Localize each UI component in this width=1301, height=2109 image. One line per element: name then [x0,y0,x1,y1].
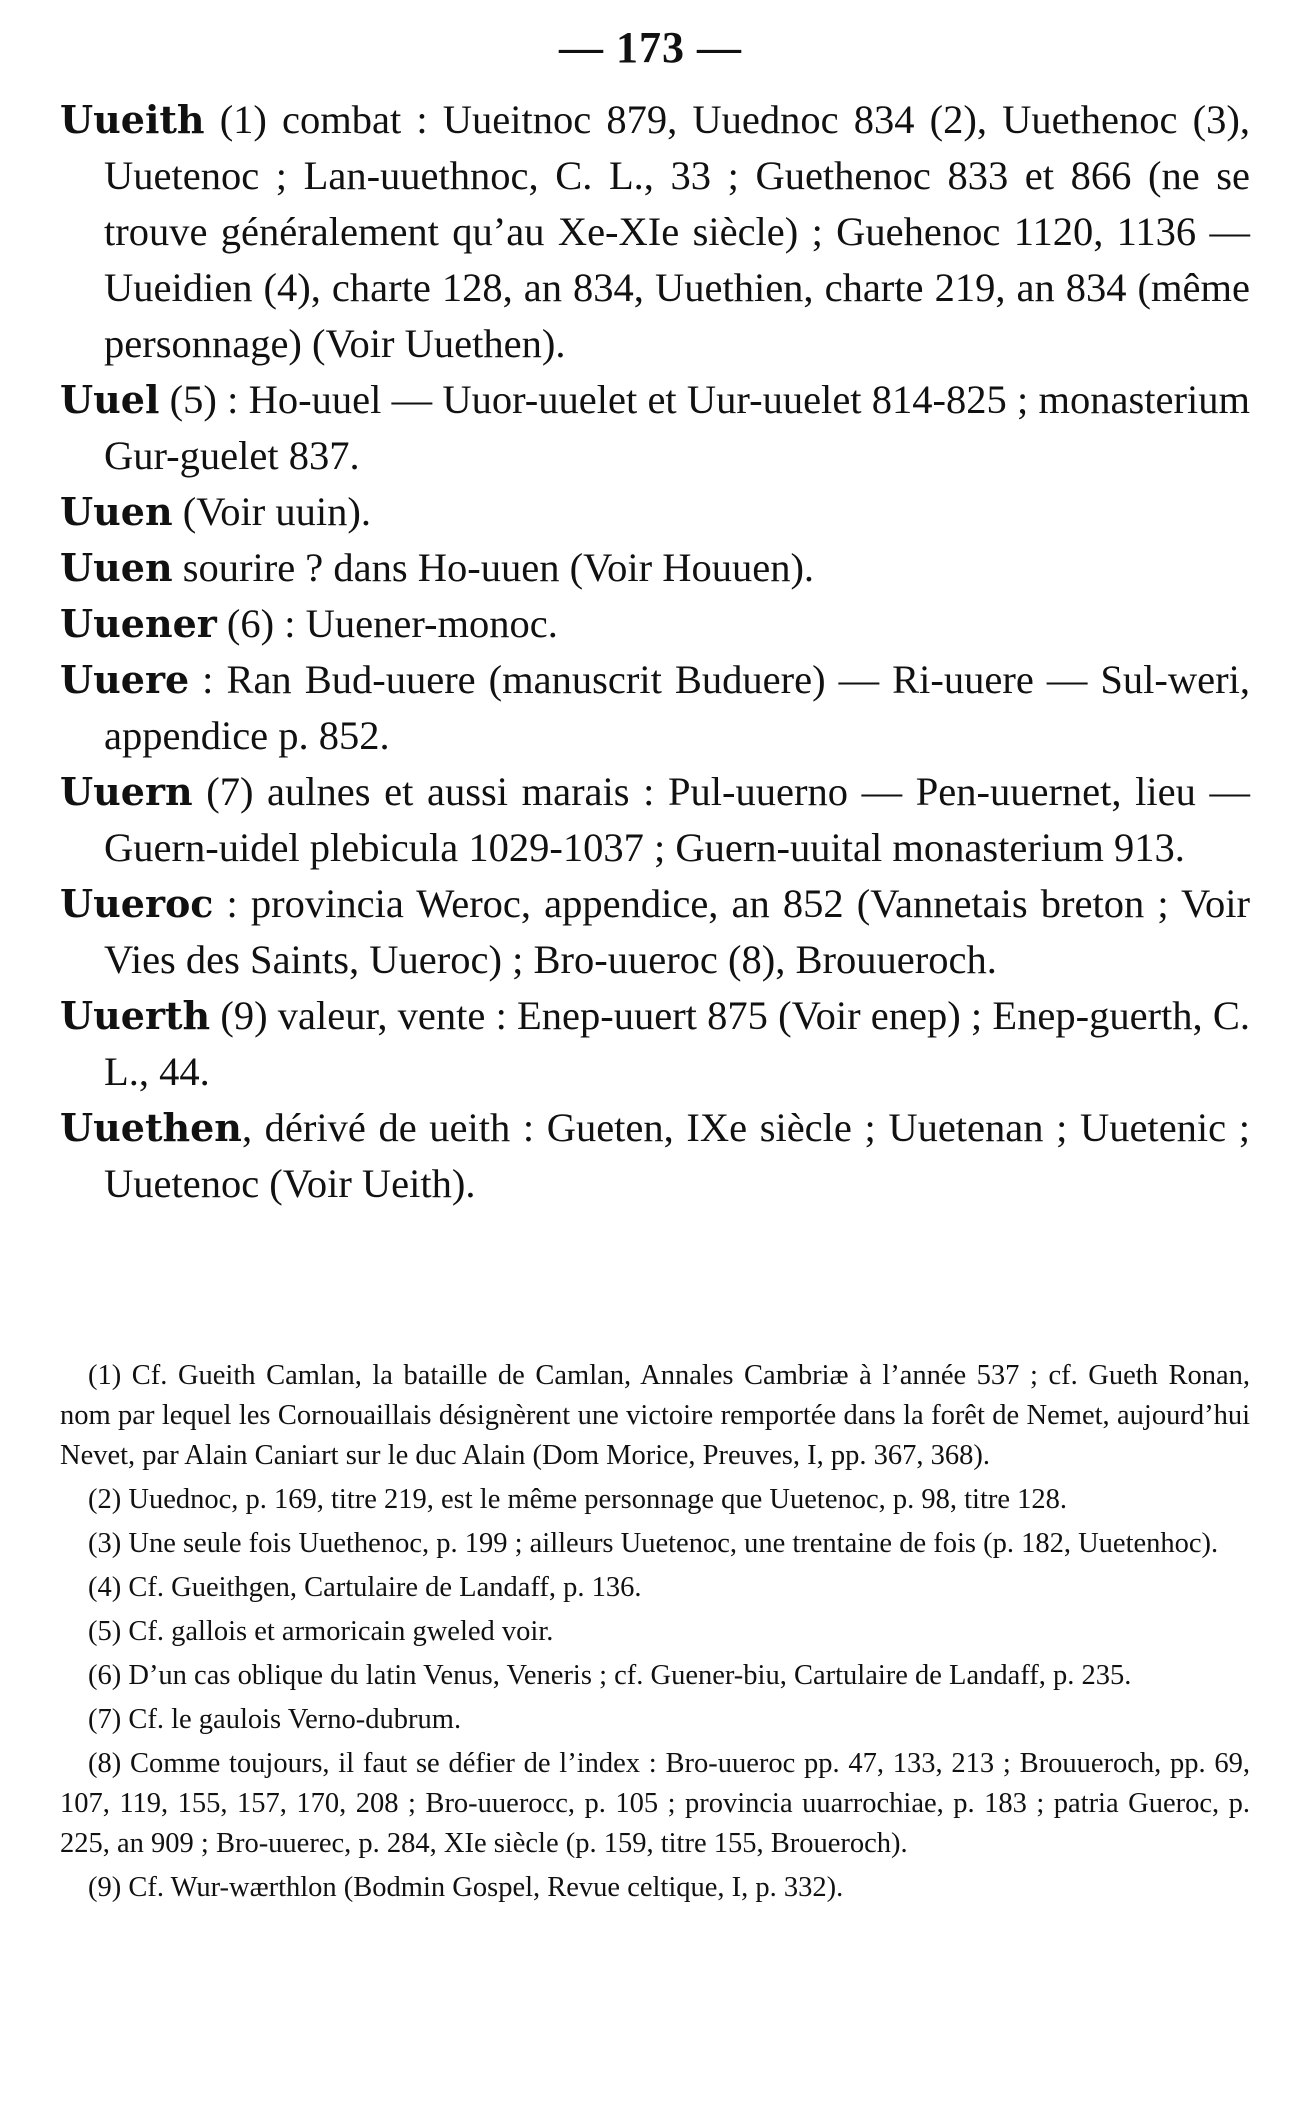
entry-uuethen [60,1100,1250,1212]
entry-uuener [60,596,1250,652]
headword: Uueroc [60,881,214,926]
entry-text: : provincia Weroc, appendice, an 852 (Vannetais breton ; Voir Vies des Saints, Uueroc) ; Bro-uueroc (8), Brouueroch. [104,881,1250,982]
footnotes [60,1356,1250,1908]
entry-uuerth [60,988,1250,1100]
entry-uuern [60,764,1250,876]
headword: Uuel [60,377,160,422]
headword: Uuere [60,657,190,702]
entry-uuere [60,652,1250,764]
entry-uuel [60,372,1250,484]
footnote: (1) Cf. Gueith Camlan, la bataille de Camlan, Annales Cambriæ à l’année 537 ; cf. Gueth Ronan, nom par lequel les Cornouaillais désignèrent une victoire remportée dans la forêt de Nemet, aujourd’hui Nevet, par Alain Caniart sur le duc Alain (Dom Morice, Preuves, I, pp. 367, 368). [60,1360,1250,1471]
entry-text: (5) : Ho-uuel — Uuor-uuelet et Uur-uuelet 814-825 ; monasterium Gur-guelet 837. [104,377,1250,478]
entry-uueroc [60,876,1250,988]
footnote: (6) D’un cas oblique du latin Venus, Veneris ; cf. Guener-biu, Cartulaire de Landaff, p. 235. [88,1660,1132,1691]
entry-text: (6) : Uuener-monoc. [216,601,558,646]
entry-uuen-2 [60,540,1250,596]
headword: Uuen [60,545,173,590]
entry-text: (9) valeur, vente : Enep-uuert 875 (Voir enep) ; Enep-guerth, C. L., 44. [104,993,1250,1094]
entry-text: (1) combat : Uueitnoc 879, Uuednoc 834 (2), Uuethenoc (3), Uuetenoc ; Lan-uuethnoc, C. L., 33 ; Guethenoc 833 et 866 (ne se trouve généralement qu’au Xe-XIe siècle) ; Guehenoc 1120, 1136 — Uueidien (4), charte 128, an 834, Uuethien, charte 219, an 834 (même personnage) (Voir Uuethen). [104,97,1250,366]
footnote: (5) Cf. gallois et armoricain gweled voir. [88,1616,554,1647]
footnote: (3) Une seule fois Uuethenoc, p. 199 ; ailleurs Uuetenoc, une trentaine de fois (p. 182, Uuetenhoc). [88,1528,1219,1559]
entry-uueith [60,92,1250,372]
footnote: (7) Cf. le gaulois Verno-dubrum. [88,1704,462,1735]
headword: Uuener [60,601,217,646]
entry-text: (Voir uuin). [172,489,371,534]
headword: Uuen [60,489,173,534]
entry-uuen-1 [60,484,1250,540]
headword: Uuern [60,769,193,814]
footnote: (4) Cf. Gueithgen, Cartulaire de Landaff, p. 136. [88,1572,642,1603]
headword: Uuethen [60,1105,242,1150]
entry-text: sourire ? dans Ho-uuen (Voir Houuen). [172,545,815,590]
footnote: (8) Comme toujours, il faut se défier de l’index : Bro-uueroc pp. 47, 133, 213 ; Brouueroch, pp. 69, 107, 119, 155, 157, 170, 208 ; Bro-uuerocc, p. 105 ; provincia uuarrochiae, p. 183 ; patria Gueroc, p. 225, an 909 ; Bro-uuerec, p. 284, XIe siècle (p. 159, titre 155, Broueroch). [60,1748,1250,1859]
entry-text: (7) aulnes et aussi marais : Pul-uuerno — Pen-uuernet, lieu — Guern-uidel plebicula 1029-1037 ; Guern-uuital monasterium 913. [104,769,1250,870]
entry-text: , dérivé de ueith : Gueten, IXe siècle ; Uuetenan ; Uuetenic ; Uuetenoc (Voir Ueith). [104,1105,1250,1206]
dictionary-entries [60,92,1250,1212]
footnote: (9) Cf. Wur-wærthlon (Bodmin Gospel, Revue celtique, I, p. 332). [88,1872,844,1903]
headword: Uueith [60,97,205,142]
entry-text: : Ran Bud-uuere (manuscrit Buduere) — Ri-uuere — Sul-weri, appendice p. 852. [104,657,1250,758]
footnote: (2) Uuednoc, p. 169, titre 219, est le même personnage que Uuetenoc, p. 98, titre 128. [88,1484,1068,1515]
page-number: — 173 — [559,23,742,72]
headword: Uuerth [60,993,211,1038]
